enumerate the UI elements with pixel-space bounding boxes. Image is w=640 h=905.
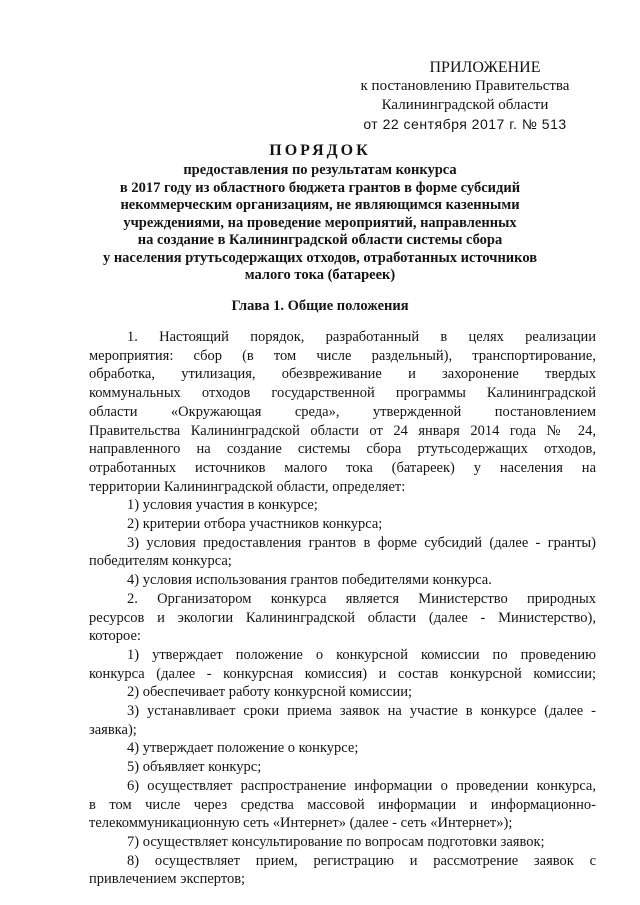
body-line: которое: <box>89 628 141 645</box>
body-line: мероприятия: сбор (в том числе раздельный), транспортирование, <box>89 347 596 364</box>
body-line: области «Окружающая среда», утвержденной постановлением <box>89 403 596 420</box>
body-line: Правительства Калининградской области от 24 января 2014 года № 24, <box>89 422 596 439</box>
body-line: 3) устанавливает сроки приема заявок на участие в конкурсе (далее - <box>127 703 596 720</box>
appendix-date-line: от 22 сентября 2017 г. № 513 <box>363 116 567 132</box>
subtitle-line: у населения ртутьсодержащих отходов, отработанных источников <box>102 249 538 266</box>
body-line: 1. Настоящий порядок, разработанный в целях реализации <box>127 329 596 345</box>
subtitle-line: в 2017 году из областного бюджета грантов в форме субсидий <box>119 179 521 196</box>
appendix-region-line: Калининградской области <box>381 97 549 113</box>
appendix-decree-line: к постановлению Правительства <box>360 78 570 94</box>
body-line: заявка); <box>89 721 137 738</box>
body-line: территории Калининградской области, определяет: <box>89 478 406 495</box>
body-line: победителям конкурса; <box>89 553 232 570</box>
body-line: коммунальных отходов государственной программы Калининградской <box>89 385 596 402</box>
body-line: телекоммуникационную сеть «Интернет» (далее - сеть «Интернет»); <box>89 815 513 832</box>
body-line: 3) условия предоставления грантов в форме субсидий (далее - гранты) <box>127 534 596 551</box>
subtitle-line: некоммерческим организациям, не являющимся казенными <box>120 197 520 213</box>
body-line: 5) объявляет конкурс; <box>127 759 262 776</box>
document-title: ПОРЯДОК <box>269 142 371 159</box>
subtitle-line: малого тока (батареек) <box>244 267 396 283</box>
body-line: 1) утверждает положение о конкурсной комиссии по проведению <box>127 646 596 663</box>
body-line: конкурса (далее - конкурсная комиссия) и состав конкурсной комиссии; <box>89 665 596 682</box>
document-body <box>89 328 596 889</box>
appendix-title: ПРИЛОЖЕНИЕ <box>429 59 541 76</box>
subtitle-line: на создание в Калининградской области системы сбора <box>137 232 503 248</box>
body-line: обработка, утилизация, обезвреживание и захоронение твердых <box>89 366 596 383</box>
body-line: 6) осуществляет распространение информации о проведении конкурса, <box>127 777 596 794</box>
appendix-block <box>330 58 600 134</box>
body-line: 2) обеспечивает работу конкурсной комиссии; <box>127 684 413 701</box>
body-line: 1) условия участия в конкурсе; <box>127 497 318 514</box>
body-line: 4) утверждает положение о конкурсе; <box>127 740 359 757</box>
body-line: привлечением экспертов; <box>89 871 246 888</box>
subtitle-line: предоставления по результатам конкурса <box>183 162 457 178</box>
body-line: направленного на создание системы сбора ртутьсодержащих отходов, <box>89 441 596 458</box>
chapter-heading: Глава 1. Общие положения <box>231 298 409 314</box>
body-line: ресурсов и экологии Калининградской области (далее - Министерство), <box>89 609 596 626</box>
body-line: отработанных источников малого тока (батареек) у населения на <box>89 459 596 476</box>
body-line: 8) осуществляет прием, регистрацию и рассмотрение заявок с <box>127 852 596 869</box>
body-line: 2) критерии отбора участников конкурса; <box>127 516 383 533</box>
document-subtitle <box>90 162 550 285</box>
body-line: в том числе через средства массовой информации и информационно- <box>89 796 596 813</box>
body-line: 7) осуществляет консультирование по вопросам подготовки заявок; <box>127 833 545 850</box>
subtitle-line: учреждениями, на проведение мероприятий, направленных <box>123 214 517 231</box>
body-line: 4) условия использования грантов победителями конкурса. <box>127 572 492 589</box>
body-line: 2. Организатором конкурса является Министерство природных <box>127 590 596 607</box>
